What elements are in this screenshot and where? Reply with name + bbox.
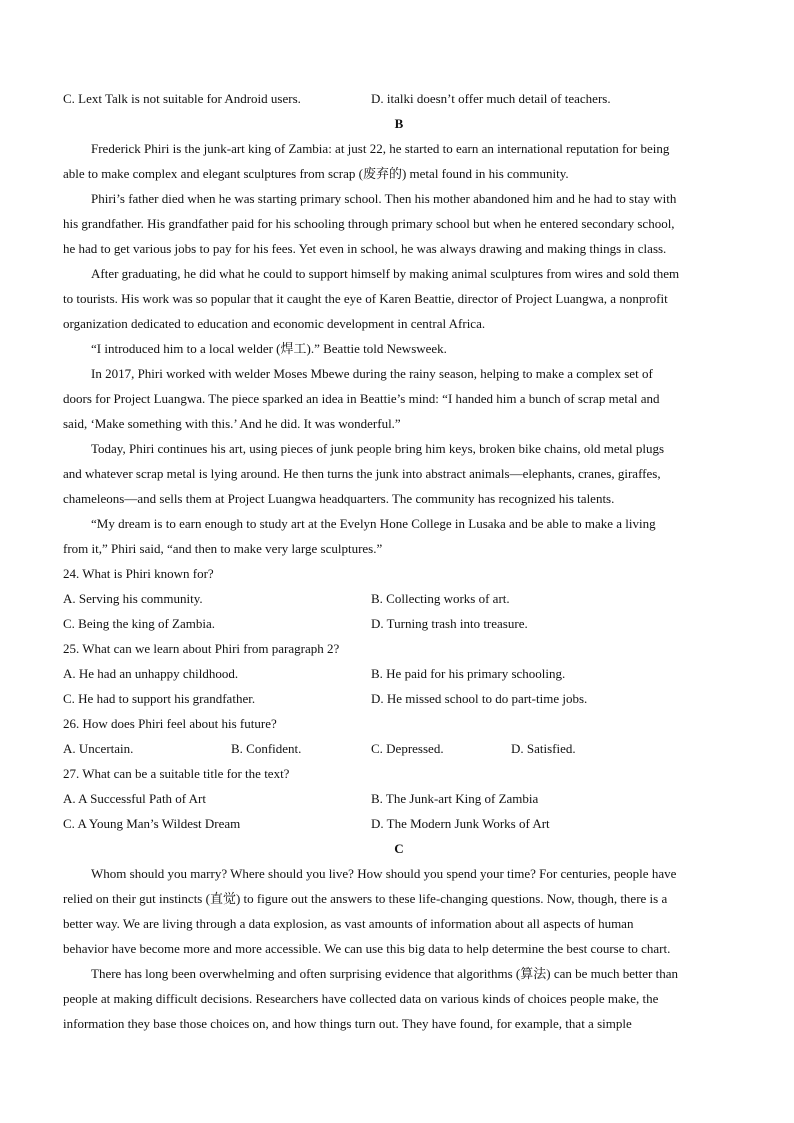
passage-line: and whatever scrap metal is lying around. He then turns the junk into abstract animals—elephants, cranes, giraffes, [63,466,661,481]
passage-line: people at making difficult decisions. Researchers have collected data on various kinds of choices people make, the [63,991,659,1006]
passage-line: Frederick Phiri is the junk-art king of Zambia: at just 22, he started to earn an international reputation for being [91,141,670,156]
option-a[interactable]: A. Uncertain. [63,741,134,756]
passage-line: his grandfather. His grandfather paid for his schooling through primary school but when he entered secondary school, [63,216,675,231]
passage-line: Whom should you marry? Where should you live? How should you spend your time? For centuries, people have [91,866,677,881]
option-a[interactable]: A. He had an unhappy childhood. [63,666,239,681]
passage-line: Phiri’s father died when he was starting primary school. Then his mother abandoned him and he had to stay with [91,191,677,206]
option-b[interactable]: B. Confident. [231,741,302,756]
question-27-stem: 27. What can be a suitable title for the text? [63,766,290,781]
option-c[interactable]: C. He had to support his grandfather. [63,691,256,706]
option-b[interactable]: B. The Junk-art King of Zambia [371,791,539,806]
option-c[interactable]: C. Being the king of Zambia. [63,616,216,631]
passage-line: relied on their gut instincts (直觉) to figure out the answers to these life-changing questions. Now, though, there is a [63,891,668,906]
passage-line: he had to get various jobs to pay for his fees. Yet even in school, he was always drawing and making things in class. [63,241,667,256]
question-27-options-row [63,786,735,811]
passage-line: There has long been overwhelming and often surprising evidence that algorithms (算法) can be much better than [91,966,678,981]
question-24-stem: 24. What is Phiri known for? [63,566,214,581]
option-d[interactable]: D. The Modern Junk Works of Art [371,816,550,831]
passage-line: organization dedicated to education and economic development in central Africa. [63,316,486,331]
option-a[interactable]: A. A Successful Path of Art [63,791,206,806]
passage-line: said, ‘Make something with this.’ And he did. It was wonderful.” [63,416,401,431]
prev-question-options [63,86,735,111]
option-c[interactable]: C. Depressed. [371,741,444,756]
option-c[interactable]: C. A Young Man’s Wildest Dream [63,816,241,831]
option-d[interactable]: D. italki doesn’t offer much detail of teachers. [371,91,611,106]
option-a[interactable]: A. Serving his community. [63,591,203,606]
passage-line: Today, Phiri continues his art, using pieces of junk people bring him keys, broken bike chains, old metal plugs [91,441,665,456]
question-26-stem: 26. How does Phiri feel about his future? [63,716,277,731]
passage-line: doors for Project Luangwa. The piece sparked an idea in Beattie’s mind: “I handed him a bunch of scrap metal and [63,391,660,406]
question-27-options-row [63,811,735,836]
option-c[interactable]: C. Lext Talk is not suitable for Android users. [63,91,301,106]
passage-line: able to make complex and elegant sculptures from scrap (废弃的) metal found in his community. [63,166,569,181]
passage-line: better way. We are living through a data explosion, as vast amounts of information about all aspects of human [63,916,634,931]
section-c-passage [63,861,735,1036]
question-24-options-row [63,611,735,636]
passage-line: information they base those choices on, and how things turn out. They have found, for example, that a simple [63,1016,632,1031]
question-25-stem: 25. What can we learn about Phiri from paragraph 2? [63,641,340,656]
section-b-passage [63,136,735,561]
passage-line: chameleons—and sells them at Project Luangwa headquarters. The community has recognized his talents. [63,491,615,506]
exam-page [63,86,735,1036]
passage-line: from it,” Phiri said, “and then to make very large sculptures.” [63,541,383,556]
section-b-heading: B [394,116,404,131]
question-25-options-row [63,661,735,686]
option-d[interactable]: D. Turning trash into treasure. [371,616,528,631]
option-d[interactable]: D. He missed school to do part-time jobs. [371,691,588,706]
passage-line: In 2017, Phiri worked with welder Moses Mbewe during the rainy season, helping to make a complex set of [91,366,653,381]
question-25-options-row [63,686,735,711]
question-26-options-row [63,736,735,761]
option-b[interactable]: B. Collecting works of art. [371,591,510,606]
option-d[interactable]: D. Satisfied. [511,741,576,756]
passage-line: to tourists. His work was so popular that it caught the eye of Karen Beattie, director of Project Luangwa, a nonprofit [63,291,668,306]
question-24-options-row [63,586,735,611]
section-c-heading: C [394,841,404,856]
passage-line: “I introduced him to a local welder (焊工).” Beattie told Newsweek. [91,341,447,356]
passage-line: After graduating, he did what he could to support himself by making animal sculptures from wires and sold them [91,266,680,281]
passage-line: behavior have become more and more accessible. We can use this big data to help determine the best course to chart. [63,941,671,956]
option-b[interactable]: B. He paid for his primary schooling. [371,666,566,681]
passage-line: “My dream is to earn enough to study art at the Evelyn Hone College in Lusaka and be able to make a living [91,516,656,531]
